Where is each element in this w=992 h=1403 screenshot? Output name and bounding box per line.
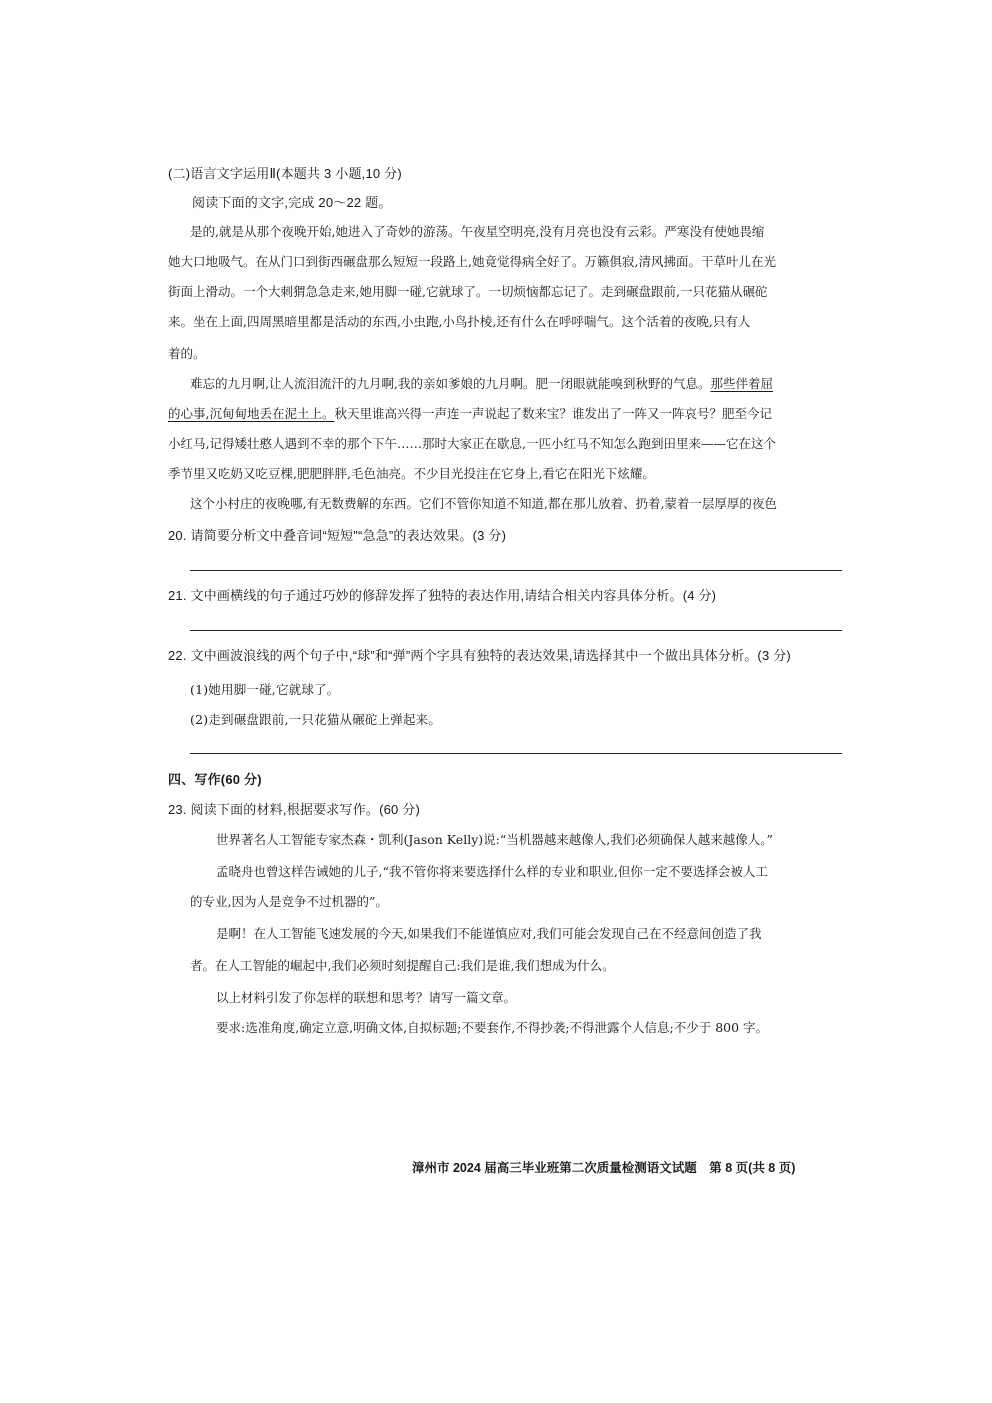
wavy-sentence-2: 走到碾盘跟前,一只花猫从碾砣 xyxy=(600,284,768,299)
passage-p2-line4: 季节里又吃奶又吃豆棵,肥肥胖胖,毛色油亮。不少目光投注在它身上,看它在阳光下炫耀。 xyxy=(168,466,655,481)
passage-text: 一切烦恼都忘记了。 xyxy=(488,284,601,299)
page-footer: 漳州市 2024 届高三毕业班第二次质量检测语文试题 第 8 页(共 8 页) xyxy=(412,1161,796,1175)
answer-line-22 xyxy=(190,753,842,754)
material-para-3-line1: 是啊！在人工智能飞速发展的今天,如果我们不能谨慎应对,我们可能会发现自己在不经意间创造了我 xyxy=(216,926,762,941)
passage-p1-line4 xyxy=(168,314,842,330)
writing-requirements: 要求:选准角度,确定立意,明确文体,自拟标题;不要套作,不得抄袭;不得泄露个人信息;不少于 800 字。 xyxy=(216,1020,769,1035)
answer-line-21 xyxy=(190,630,842,631)
material-para-2-line2: 的专业,因为人是竞争不过机器的”。 xyxy=(190,894,388,909)
passage-text: 秋天里谁高兴得一声连一声说起了数来宝？谁发出了一阵又一阵哀号？肥至今记 xyxy=(334,406,772,421)
wavy-sentence-2-end: 来。 xyxy=(168,314,194,329)
passage-p2-line2 xyxy=(168,406,842,422)
passage-p3-line1: 这个小村庄的夜晚哪,有无数费解的东西。它们不管你知道不知道,都在那儿放着、扔着,蒙着一层厚厚的夜色 xyxy=(190,496,777,511)
passage-p2-line1 xyxy=(168,376,842,392)
passage-p1-line5: 着的。 xyxy=(168,346,206,361)
question-22-option-2: (2)走到碾盘跟前,一只花猫从碾砣上弹起来。 xyxy=(190,712,442,727)
passage-p1-line3 xyxy=(168,284,842,300)
material-para-1: 世界著名人工智能专家杰森・凯利(Jason Kelly)说:“当机器越来越像人,我们必须确保人越来越像人。” xyxy=(216,832,773,847)
writing-prompt: 以上材料引发了你怎样的联想和思考？请写一篇文章。 xyxy=(216,990,517,1005)
material-para-3-line2: 者。在人工智能的崛起中,我们必须时刻提醒自己:我们是谁,我们想成为什么。 xyxy=(190,958,615,973)
material-para-2-line1: 孟晓舟也曾这样告诫她的儿子,“我不管你将来要选择什么样的专业和职业,但你一定不要选择会被人工 xyxy=(216,864,768,879)
question-22: 22. 文中画波浪线的两个句子中,“球”和“弹”两个字具有独特的表达效果,请选择其中一个做出具体分析。(3 分) xyxy=(168,648,791,663)
wavy-sentence-1: 她用脚一碰,它就球了。 xyxy=(359,284,489,299)
passage-text: 街面上滑动。一个大刺猬急急走来, xyxy=(168,284,360,299)
question-20: 20. 请简要分析文中叠音词“短短”“急急”的表达效果。(3 分) xyxy=(168,528,507,543)
passage-text: 坐在上面,四周黑暗里都是活动的东西,小虫跑,小鸟扑棱,还有什么在呼呼喘气。这个活着的夜晚,只有人 xyxy=(193,314,751,329)
passage-p1-line1: 是的,就是从那个夜晚开始,她进入了奇妙的游荡。午夜星空明亮,没有月亮也没有云彩。严寒没有使她畏缩 xyxy=(190,224,765,239)
section-header: (二)语言文字运用Ⅱ(本题共 3 小题,10 分) xyxy=(168,166,402,181)
answer-line-20 xyxy=(190,570,842,571)
underlined-sentence: 那些伴着屈 xyxy=(710,376,773,391)
underlined-sentence-end: 的心事,沉甸甸地丢在泥土上。 xyxy=(168,406,335,421)
passage-p1-line2: 她大口地吸气。在从门口到街西碾盘那么短短一段路上,她竟觉得病全好了。万籁俱寂,清风拂面。干草叶儿在光 xyxy=(168,254,776,269)
passage-p2-line3: 小红马,记得矮壮憨人遇到不幸的那个下午……那时大家正在歇息,一匹小红马不知怎么跑到田里来——它在这个 xyxy=(168,436,776,451)
question-23: 23. 阅读下面的材料,根据要求写作。(60 分) xyxy=(168,802,421,817)
question-22-option-1: (1)她用脚一碰,它就球了。 xyxy=(190,682,340,697)
question-21: 21. 文中画横线的句子通过巧妙的修辞发挥了独特的表达作用,请结合相关内容具体分析。(4 分) xyxy=(168,588,717,603)
writing-header: 四、写作(60 分) xyxy=(168,772,262,787)
instruction: 阅读下面的文字,完成 20～22 题。 xyxy=(192,195,392,210)
passage-text: 难忘的九月啊,让人流泪流汗的九月啊,我的亲如爹娘的九月啊。肥一闭眼就能嗅到秋野的气息。 xyxy=(190,376,711,391)
